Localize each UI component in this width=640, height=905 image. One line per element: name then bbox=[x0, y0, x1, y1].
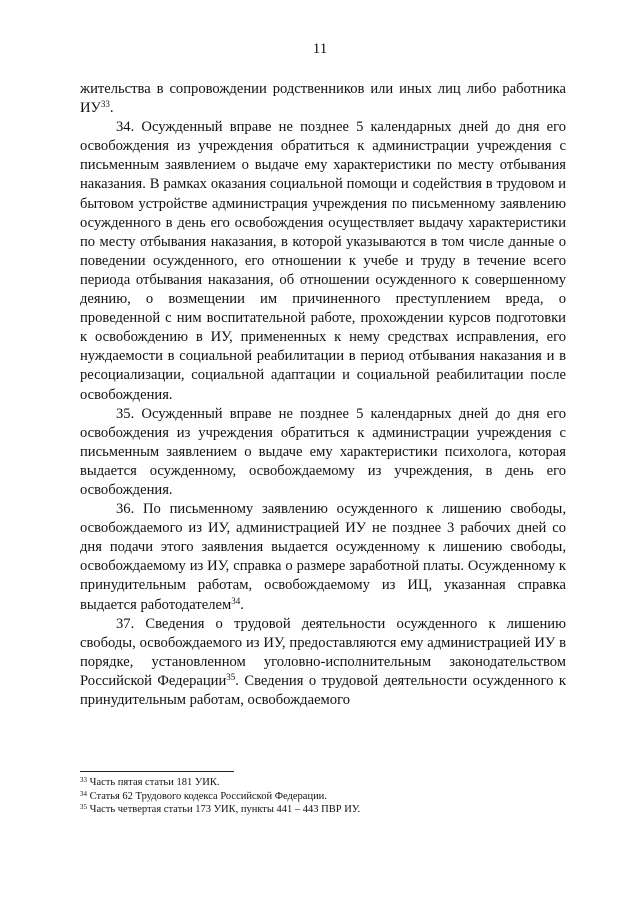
paragraph-35 bbox=[80, 405, 566, 500]
paragraph-text-after: . Сведения о трудовой деятельности осужденного к принудительным работам, освобождаемого bbox=[80, 672, 566, 708]
footnote-number: 33 bbox=[80, 776, 87, 784]
footnote-ref: 33 bbox=[100, 99, 110, 110]
page-number: 11 bbox=[312, 41, 328, 57]
footnote-ref: 34 bbox=[231, 595, 241, 606]
footnote-35 bbox=[80, 803, 566, 817]
footnotes bbox=[80, 776, 566, 817]
footnote-text: Часть четвертая статьи 173 УИК, пункты 441 – 443 ПВР ИУ. bbox=[89, 804, 361, 815]
footnote-number: 34 bbox=[80, 789, 87, 798]
paragraph-text-after: . bbox=[109, 100, 114, 117]
footnote-text: Статья 62 Трудового кодекса Российской Федерации. bbox=[89, 790, 327, 802]
footnote-34 bbox=[80, 790, 566, 804]
footnote-33 bbox=[80, 776, 566, 790]
paragraph-text: 34. Осужденный вправе не позднее 5 календарных дней до дня его освобождения из учреждения обратиться к администрации учреждения с письменным заявлением о выдаче ему характеристики по месту отбывания наказания. В рамках оказания социальной помощи и содействия в трудовом и бытовом устройстве администрация учреждения по письменному заявлению осужденного в день его освобождения осуществляет выдачу характеристики по месту отбывания наказания, в которой указываются в том числе данные о поведении осужденного, его отношении к учебе и труду в течение всего периода отбывания наказания, об отношении осужденного к совершенному деянию, о возмещении им причиненного преступлением вреда, о проведенной с ним воспитательной работе, прохождении курсов подготовки к освобождению в ИУ, примененных к нему средствах исправления, его нуждаемости в социальной реабилитации в период отбывания наказания и в ресоциализации, социальной адаптации и социальной реабилитации после освобождения. bbox=[80, 119, 566, 403]
paragraph-34 bbox=[80, 118, 566, 404]
body-text bbox=[80, 80, 566, 710]
paragraph-continuation bbox=[80, 80, 566, 118]
paragraph-text-after: . bbox=[240, 596, 244, 613]
footnote-ref: 35 bbox=[226, 671, 236, 682]
footnote-number: 35 bbox=[80, 803, 87, 811]
paragraph-36 bbox=[80, 500, 566, 615]
footnote-text: Часть пятая статьи 181 УИК. bbox=[89, 777, 220, 788]
footnote-separator bbox=[80, 771, 234, 772]
paragraph-text: 35. Осужденный вправе не позднее 5 календарных дней до дня его освобождения из учреждения обратиться к администрации учреждения с письменным заявлением о выдаче ему характеристики психолога, которая выдается осужденному, освобождаемому из учреждения, в день его освобождения. bbox=[80, 405, 566, 498]
paragraph-37 bbox=[80, 615, 566, 710]
paragraph-text: 37. Сведения о трудовой деятельности осужденного к лишению свободы, освобождаемого из ИУ, предоставляются ему администрацией ИУ в порядке, установленном уголовно-исполнительным законодательством Российской Федерации bbox=[80, 615, 566, 689]
paragraph-text: 36. По письменному заявлению осужденного к лишению свободы, освобождаемого из ИУ, администрацией ИУ не позднее 3 рабочих дней со дня подачи этого заявления выдается осужденному к лишению свободы, освобождаемому из ИУ, справка о размере заработной платы. Осужденному к принудительным работам, освобождаемому из ИЦ, указанная справка выдается работодателем bbox=[80, 501, 566, 613]
paragraph-text: жительства в сопровождении родственников или иных лиц либо работника ИУ bbox=[80, 81, 566, 117]
